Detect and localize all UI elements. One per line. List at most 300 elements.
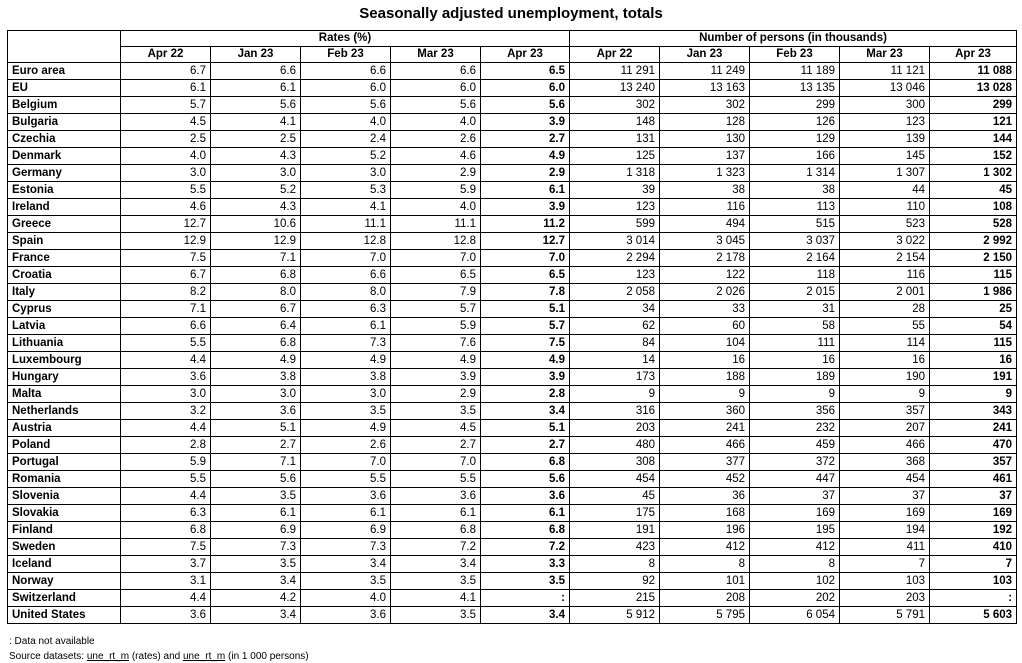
persons-cell: 37 [750, 488, 840, 505]
persons-cell: 2 178 [660, 250, 750, 267]
rate-cell: 12.9 [121, 233, 211, 250]
table-row [8, 233, 1017, 250]
country-cell: Hungary [8, 369, 121, 386]
rate-cell: 11.1 [391, 216, 481, 233]
rate-cell: 12.8 [301, 233, 391, 250]
persons-cell: 9 [570, 386, 660, 403]
rate-cell: 7.1 [121, 301, 211, 318]
rate-cell: 5.7 [391, 301, 481, 318]
table-row [8, 97, 1017, 114]
rate-cell: 4.6 [391, 148, 481, 165]
persons-cell: 1 314 [750, 165, 840, 182]
rate-cell: 4.4 [121, 352, 211, 369]
persons-cell: 144 [930, 131, 1017, 148]
table-row [8, 267, 1017, 284]
persons-cell: 2 154 [840, 250, 930, 267]
rate-cell: 8.0 [211, 284, 301, 301]
persons-cell: 7 [840, 556, 930, 573]
rate-cell: 3.9 [481, 369, 570, 386]
table-row [8, 131, 1017, 148]
rate-cell: 3.6 [211, 403, 301, 420]
rate-cell: 3.1 [121, 573, 211, 590]
persons-cell: 454 [570, 471, 660, 488]
rate-cell: 5.5 [121, 182, 211, 199]
country-cell: Luxembourg [8, 352, 121, 369]
persons-cell: 5 795 [660, 607, 750, 624]
persons-cell: 16 [660, 352, 750, 369]
table-row [8, 318, 1017, 335]
persons-cell: 123 [570, 199, 660, 216]
rate-cell: 6.8 [211, 267, 301, 284]
header-month: Feb 23 [750, 47, 840, 63]
persons-cell: 2 058 [570, 284, 660, 301]
rate-cell: 2.8 [481, 386, 570, 403]
persons-cell: 115 [930, 335, 1017, 352]
persons-cell: 123 [840, 114, 930, 131]
persons-cell: 447 [750, 471, 840, 488]
persons-cell: 102 [750, 573, 840, 590]
persons-cell: 452 [660, 471, 750, 488]
persons-cell: 110 [840, 199, 930, 216]
rate-cell: 2.7 [481, 131, 570, 148]
rate-cell: 7.2 [391, 539, 481, 556]
rate-cell: 5.9 [391, 182, 481, 199]
rate-cell: 8.0 [301, 284, 391, 301]
rate-cell: 11.2 [481, 216, 570, 233]
persons-cell: 11 189 [750, 63, 840, 80]
persons-cell: 8 [660, 556, 750, 573]
country-cell: Norway [8, 573, 121, 590]
rate-cell: 6.1 [121, 80, 211, 97]
table-row [8, 250, 1017, 267]
rate-cell: 6.6 [121, 318, 211, 335]
table-row [8, 352, 1017, 369]
rate-cell: 3.5 [301, 573, 391, 590]
persons-cell: 11 088 [930, 63, 1017, 80]
persons-cell: 168 [660, 505, 750, 522]
country-cell: Romania [8, 471, 121, 488]
persons-cell: 131 [570, 131, 660, 148]
table-row [8, 284, 1017, 301]
persons-cell: 196 [660, 522, 750, 539]
source-link-persons[interactable]: une_rt_m [183, 651, 226, 662]
table-row [8, 522, 1017, 539]
persons-cell: 101 [660, 573, 750, 590]
persons-cell: 8 [750, 556, 840, 573]
persons-cell: 11 121 [840, 63, 930, 80]
rate-cell: 10.6 [211, 216, 301, 233]
rate-cell: 7.3 [301, 539, 391, 556]
country-cell: Portugal [8, 454, 121, 471]
table-row [8, 573, 1017, 590]
table-row [8, 335, 1017, 352]
rate-cell: 5.2 [211, 182, 301, 199]
rate-cell: 6.8 [481, 522, 570, 539]
table-row [8, 80, 1017, 97]
persons-cell: 357 [930, 454, 1017, 471]
persons-cell: 1 986 [930, 284, 1017, 301]
persons-cell: 188 [660, 369, 750, 386]
rate-cell: 3.8 [211, 369, 301, 386]
rate-cell: 5.6 [301, 97, 391, 114]
rate-cell: 2.9 [481, 165, 570, 182]
country-cell: Switzerland [8, 590, 121, 607]
rate-cell: 4.4 [121, 590, 211, 607]
persons-cell: 459 [750, 437, 840, 454]
rate-cell: 4.9 [481, 352, 570, 369]
rate-cell: 5.5 [121, 471, 211, 488]
table-row [8, 437, 1017, 454]
rate-cell: 6.9 [211, 522, 301, 539]
rate-cell: 4.0 [301, 114, 391, 131]
rate-cell: 7.8 [481, 284, 570, 301]
rate-cell: 6.1 [301, 505, 391, 522]
persons-cell: 139 [840, 131, 930, 148]
persons-cell: 300 [840, 97, 930, 114]
persons-cell: 25 [930, 301, 1017, 318]
rate-cell: 6.4 [211, 318, 301, 335]
persons-cell: 62 [570, 318, 660, 335]
rate-cell: 5.7 [481, 318, 570, 335]
header-blank-cell [8, 31, 121, 63]
rate-cell: 4.4 [121, 420, 211, 437]
persons-cell: 191 [930, 369, 1017, 386]
header-month: Mar 23 [391, 47, 481, 63]
rate-cell: 3.6 [301, 488, 391, 505]
rate-cell: 6.1 [391, 505, 481, 522]
persons-cell: 13 046 [840, 80, 930, 97]
rate-cell: 5.1 [481, 420, 570, 437]
country-cell: Iceland [8, 556, 121, 573]
rate-cell: 6.1 [481, 182, 570, 199]
rate-cell: 5.3 [301, 182, 391, 199]
rate-cell: 5.6 [211, 471, 301, 488]
persons-cell: 203 [570, 420, 660, 437]
persons-cell: 480 [570, 437, 660, 454]
rate-cell: 4.0 [121, 148, 211, 165]
header-month: Apr 23 [930, 47, 1017, 63]
rate-cell: 4.0 [391, 114, 481, 131]
rate-cell: 6.7 [211, 301, 301, 318]
rate-cell: 4.9 [391, 352, 481, 369]
rate-cell: 11.1 [301, 216, 391, 233]
rate-cell: 3.9 [481, 114, 570, 131]
persons-cell: 28 [840, 301, 930, 318]
persons-cell: 126 [750, 114, 840, 131]
persons-cell: 37 [840, 488, 930, 505]
persons-cell: 121 [930, 114, 1017, 131]
table-body [8, 63, 1017, 624]
persons-cell: 2 164 [750, 250, 840, 267]
country-cell: Poland [8, 437, 121, 454]
table-row [8, 114, 1017, 131]
rate-cell: 5.5 [301, 471, 391, 488]
rate-cell: 4.4 [121, 488, 211, 505]
persons-cell: 13 135 [750, 80, 840, 97]
persons-cell: 103 [840, 573, 930, 590]
rate-cell: 2.8 [121, 437, 211, 454]
persons-cell: 1 307 [840, 165, 930, 182]
rate-cell: 6.5 [481, 63, 570, 80]
source-prefix: Source datasets: [9, 651, 87, 662]
persons-cell: 39 [570, 182, 660, 199]
persons-cell: 360 [660, 403, 750, 420]
rate-cell: 7.1 [211, 250, 301, 267]
country-cell: Slovenia [8, 488, 121, 505]
persons-cell: 11 249 [660, 63, 750, 80]
persons-cell: 308 [570, 454, 660, 471]
persons-cell: 2 992 [930, 233, 1017, 250]
rate-cell: 2.5 [211, 131, 301, 148]
rate-cell: 3.5 [391, 573, 481, 590]
persons-cell: 113 [750, 199, 840, 216]
persons-cell: 173 [570, 369, 660, 386]
persons-cell: 316 [570, 403, 660, 420]
rate-cell: 4.1 [301, 199, 391, 216]
persons-cell: 14 [570, 352, 660, 369]
rate-cell: 6.6 [301, 267, 391, 284]
rate-cell: 5.6 [481, 97, 570, 114]
rate-cell: 6.3 [301, 301, 391, 318]
persons-cell: 302 [570, 97, 660, 114]
persons-cell: 104 [660, 335, 750, 352]
rate-cell: 4.3 [211, 199, 301, 216]
persons-cell: 84 [570, 335, 660, 352]
country-cell: Malta [8, 386, 121, 403]
persons-cell: 208 [660, 590, 750, 607]
table-row [8, 369, 1017, 386]
rate-cell: 5.1 [211, 420, 301, 437]
persons-cell: 2 001 [840, 284, 930, 301]
persons-cell: 130 [660, 131, 750, 148]
header-month: Apr 23 [481, 47, 570, 63]
rate-cell: 7.2 [481, 539, 570, 556]
rate-cell: 6.8 [481, 454, 570, 471]
rate-cell: 7.0 [391, 454, 481, 471]
rate-cell: 7.3 [301, 335, 391, 352]
persons-cell: 299 [750, 97, 840, 114]
persons-cell: 343 [930, 403, 1017, 420]
rate-cell: 3.4 [211, 573, 301, 590]
persons-cell: 202 [750, 590, 840, 607]
persons-cell: 108 [930, 199, 1017, 216]
rate-cell: 6.9 [301, 522, 391, 539]
persons-cell: 13 028 [930, 80, 1017, 97]
persons-cell: 356 [750, 403, 840, 420]
rate-cell: 3.2 [121, 403, 211, 420]
persons-cell: 123 [570, 267, 660, 284]
persons-cell: 55 [840, 318, 930, 335]
rate-cell: 6.1 [211, 80, 301, 97]
rate-cell: 7.6 [391, 335, 481, 352]
rate-cell: 5.6 [211, 97, 301, 114]
persons-cell: 599 [570, 216, 660, 233]
persons-cell: 232 [750, 420, 840, 437]
country-cell: Lithuania [8, 335, 121, 352]
rate-cell: 3.9 [391, 369, 481, 386]
rate-cell: 6.7 [121, 267, 211, 284]
rate-cell: 3.4 [211, 607, 301, 624]
persons-cell: 215 [570, 590, 660, 607]
footnote: : Data not available [9, 636, 95, 647]
country-cell: France [8, 250, 121, 267]
rate-cell: 5.9 [391, 318, 481, 335]
persons-cell: 31 [750, 301, 840, 318]
rate-cell: 4.0 [391, 199, 481, 216]
persons-cell: 466 [840, 437, 930, 454]
persons-cell: 5 791 [840, 607, 930, 624]
rate-cell: 3.5 [301, 403, 391, 420]
rate-cell: 4.1 [211, 114, 301, 131]
rate-cell: 3.6 [121, 369, 211, 386]
country-cell: Spain [8, 233, 121, 250]
persons-cell: 122 [660, 267, 750, 284]
persons-cell: 412 [750, 539, 840, 556]
country-cell: Slovakia [8, 505, 121, 522]
rate-cell: 4.0 [301, 590, 391, 607]
table-row [8, 454, 1017, 471]
rate-cell: 5.1 [481, 301, 570, 318]
persons-cell: 7 [930, 556, 1017, 573]
table-row [8, 488, 1017, 505]
rate-cell: 5.9 [121, 454, 211, 471]
persons-cell: 461 [930, 471, 1017, 488]
rate-cell: 6.1 [481, 505, 570, 522]
rate-cell: 6.8 [211, 335, 301, 352]
persons-cell: 148 [570, 114, 660, 131]
persons-cell: 372 [750, 454, 840, 471]
rate-cell: 7.0 [301, 454, 391, 471]
persons-cell: 3 045 [660, 233, 750, 250]
persons-cell: 34 [570, 301, 660, 318]
table-row [8, 386, 1017, 403]
persons-cell: 169 [930, 505, 1017, 522]
persons-cell: 1 318 [570, 165, 660, 182]
rate-cell: 4.9 [301, 420, 391, 437]
rate-cell: 2.9 [391, 386, 481, 403]
rate-cell: 4.9 [301, 352, 391, 369]
persons-cell: 92 [570, 573, 660, 590]
rate-cell: 3.5 [391, 403, 481, 420]
persons-cell: 145 [840, 148, 930, 165]
rate-cell: 3.6 [121, 607, 211, 624]
persons-cell: 528 [930, 216, 1017, 233]
rate-cell: 3.8 [301, 369, 391, 386]
header-rates-group: Rates (%) [121, 31, 570, 47]
persons-cell: : [930, 590, 1017, 607]
rate-cell: 12.8 [391, 233, 481, 250]
country-cell: Finland [8, 522, 121, 539]
rate-cell: 6.0 [301, 80, 391, 97]
persons-cell: 515 [750, 216, 840, 233]
persons-cell: 494 [660, 216, 750, 233]
persons-cell: 299 [930, 97, 1017, 114]
country-cell: Croatia [8, 267, 121, 284]
persons-cell: 114 [840, 335, 930, 352]
table-row [8, 148, 1017, 165]
country-cell: Belgium [8, 97, 121, 114]
rate-cell: 2.6 [301, 437, 391, 454]
rate-cell: 6.8 [121, 522, 211, 539]
rate-cell: 5.6 [391, 97, 481, 114]
rate-cell: 7.9 [391, 284, 481, 301]
persons-cell: 523 [840, 216, 930, 233]
rate-cell: 3.0 [211, 165, 301, 182]
country-cell: Italy [8, 284, 121, 301]
persons-cell: 1 323 [660, 165, 750, 182]
rate-cell: 6.5 [391, 267, 481, 284]
persons-cell: 410 [930, 539, 1017, 556]
rate-cell: 7.5 [481, 335, 570, 352]
persons-cell: 128 [660, 114, 750, 131]
country-cell: Netherlands [8, 403, 121, 420]
persons-cell: 175 [570, 505, 660, 522]
persons-cell: 152 [930, 148, 1017, 165]
persons-cell: 189 [750, 369, 840, 386]
rate-cell: 4.1 [391, 590, 481, 607]
rate-cell: 7.5 [121, 250, 211, 267]
table-row [8, 403, 1017, 420]
persons-cell: 2 150 [930, 250, 1017, 267]
rate-cell: 4.5 [391, 420, 481, 437]
persons-cell: 44 [840, 182, 930, 199]
rate-cell: 2.7 [211, 437, 301, 454]
table-row [8, 505, 1017, 522]
source-link-rates[interactable]: une_rt_m [86, 651, 130, 662]
persons-cell: 412 [660, 539, 750, 556]
header-month: Jan 23 [211, 47, 301, 63]
persons-cell: 116 [660, 199, 750, 216]
country-cell: Germany [8, 165, 121, 182]
rate-cell: : [481, 590, 570, 607]
rate-cell: 6.3 [121, 505, 211, 522]
persons-cell: 16 [930, 352, 1017, 369]
rate-cell: 3.9 [481, 199, 570, 216]
persons-cell: 6 054 [750, 607, 840, 624]
persons-cell: 423 [570, 539, 660, 556]
rate-cell: 2.6 [391, 131, 481, 148]
rate-cell: 3.6 [301, 607, 391, 624]
persons-cell: 45 [930, 182, 1017, 199]
persons-cell: 241 [660, 420, 750, 437]
persons-cell: 9 [930, 386, 1017, 403]
persons-cell: 166 [750, 148, 840, 165]
rate-cell: 8.2 [121, 284, 211, 301]
rate-cell: 4.3 [211, 148, 301, 165]
persons-cell: 169 [750, 505, 840, 522]
persons-cell: 9 [840, 386, 930, 403]
rate-cell: 4.5 [121, 114, 211, 131]
persons-cell: 36 [660, 488, 750, 505]
rate-cell: 5.6 [481, 471, 570, 488]
persons-cell: 38 [660, 182, 750, 199]
persons-cell: 454 [840, 471, 930, 488]
rate-cell: 3.4 [481, 403, 570, 420]
table-row [8, 556, 1017, 573]
rate-cell: 7.0 [391, 250, 481, 267]
persons-cell: 103 [930, 573, 1017, 590]
table-row [8, 301, 1017, 318]
persons-cell: 13 240 [570, 80, 660, 97]
header-month: Feb 23 [301, 47, 391, 63]
persons-cell: 466 [660, 437, 750, 454]
persons-cell: 116 [840, 267, 930, 284]
persons-cell: 1 302 [930, 165, 1017, 182]
table-row [8, 590, 1017, 607]
rate-cell: 3.6 [481, 488, 570, 505]
persons-cell: 357 [840, 403, 930, 420]
table-row [8, 539, 1017, 556]
